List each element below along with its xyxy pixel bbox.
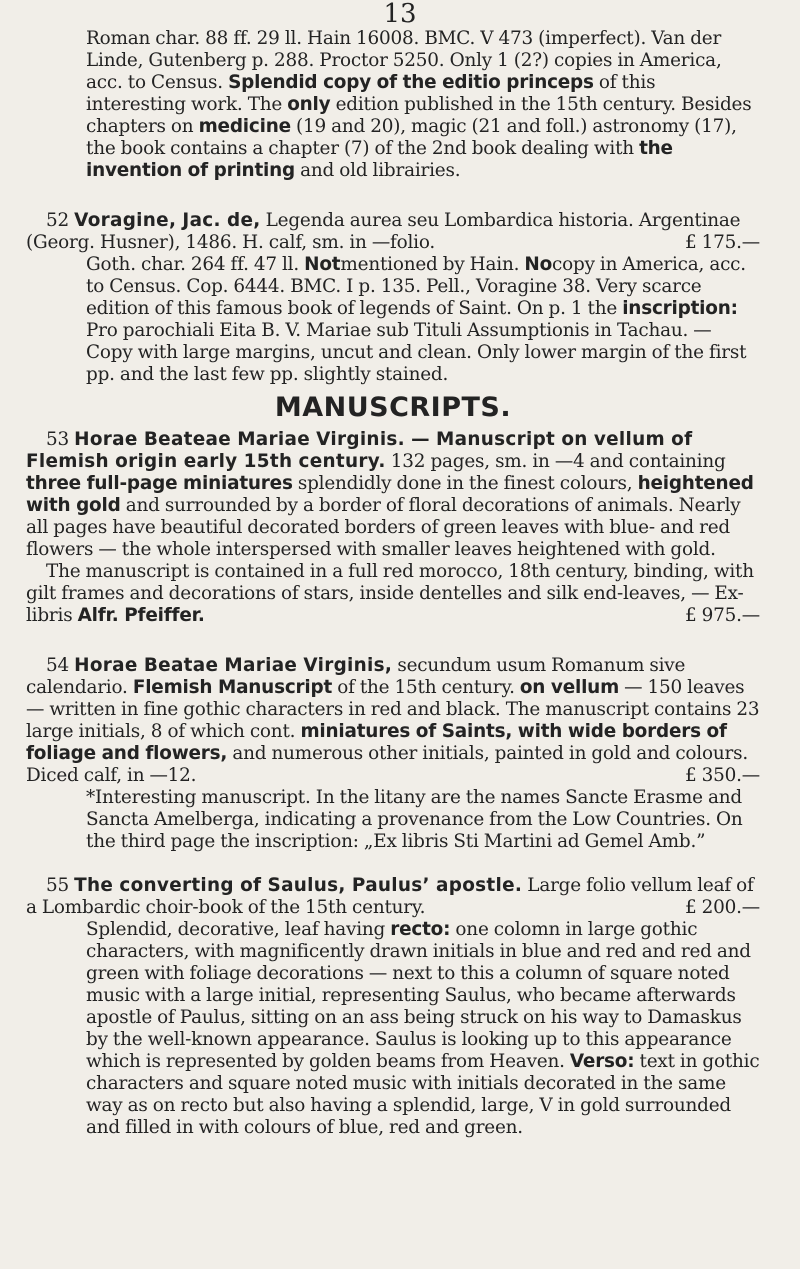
entry-number: 55 <box>46 875 70 896</box>
entry-number: 52 <box>46 210 70 231</box>
entry-52-description: Goth. char. 264 ff. 47 ll. Notmentioned by Hain. Nocopy in America, acc. to Census. Cop. 6444. BMC. I p. 135. Pell., Voragine 38. Very scarce edition of this famous book of legends of Saint. On p. 1 the inscription: Pro parochiali Eita B. V. Mariae sub Tituli Assumptionis in Tachau. — Copy with large margins, uncut and clean. Only lower margin of the first pp. and the last few pp. slightly stained. <box>86 254 747 385</box>
entry-53-binding: The manuscript is contained in a full red morocco, 18th century, binding, with gilt frames and decorations of stars, inside dentelles and silk end-leaves, — Ex-libris Alfr. Pfeiffer. £ 975.— <box>26 561 760 626</box>
entry-52-title: 52 Voragine, Jac. de, Legenda aurea seu Lombardica historia. Argentinae (Georg. Husner), 1486. H. calf, sm. in —folio. £ 175.— <box>26 210 760 253</box>
entry-number: 54 <box>46 655 70 676</box>
entry-price: £ 200.— <box>685 897 760 918</box>
entry-heading: The converting of Saulus, Paulus’ apostle. <box>74 875 523 896</box>
page-number: 13 <box>383 0 417 29</box>
entry-price: £ 350.— <box>685 765 760 786</box>
entry-price: £ 175.— <box>685 232 760 253</box>
entry-53: 53 Horae Beateae Mariae Virginis. — Manuscript on vellum of Flemish origin early 15th century. 132 pages, sm. in —4 and containing three full-page miniatures splendidly done in the finest colours, heightened with gold and surrounded by a border of floral decorations of animals. Nearly all pages have beautiful decorated borders of green leaves with blue- and red flowers — the whole interspersed with smaller leaves heightened with gold. <box>26 429 754 560</box>
entry-number: 53 <box>46 429 70 450</box>
entry-prev-description: Roman char. 88 ff. 29 ll. Hain 16008. BMC. V 473 (imperfect). Van der Linde, Gutenberg p. 288. Proctor 5250. Only 1 (2?) copies in America, acc. to Census. Splendid copy of the editio princeps of this interesting work. The only edition published in the 15th century. Besides chapters on medicine (19 and 20), magic (21 and foll.) astronomy (17), the book contains a chapter (7) of the 2nd book dealing with the invention of printing and old librairies. <box>86 28 752 181</box>
entry-heading: Voragine, Jac. de, <box>74 210 261 231</box>
entry-heading: Horae Beateae Mariae Virginis. — Manuscript on vellum of Flemish origin early 15th century. <box>26 429 693 472</box>
section-title: MANUSCRIPTS. <box>274 392 512 423</box>
entry-54: 54 Horae Beatae Mariae Virginis, secundum usum Romanum sive calendario. Flemish Manuscript of the 15th century. on vellum — 150 leaves — written in fine gothic characters in red and black. The manuscript contains 23 large initials, 8 of which cont. miniatures of Saints, with wide borders of foliage and flowers, and numerous other initials, painted in gold and colours. Diced calf, in —12. £ 350.— <box>26 655 760 786</box>
entry-55-description: Splendid, decorative, leaf having recto: one colomn in large gothic characters, with magnificently drawn initials in blue and red and red and green with foliage decorations — next to this a column of square noted music with a large initial, representing Saulus, who became afterwards apostle of Paulus, sitting on an ass being struck on his way to Damaskus by the well-known appearance. Saulus is looking up to this appearance which is represented by golden beams from Heaven. Verso: text in gothic characters and square noted music with initials decorated in the same way as on recto but also having a splendid, large, V in gold surrounded and filled in with colours of blue, red and green. <box>86 919 760 1138</box>
entry-54-note: *Interesting manuscript. In the litany are the names Sancte Erasme and Sancta Amelberga, indicating a provenance from the Low Countries. On the third page the inscription: „Ex libris Sti Martini ad Gemel Amb.” <box>86 787 743 852</box>
entry-price: £ 975.— <box>685 605 760 626</box>
entry-55-title: 55 The converting of Saulus, Paulus’ apostle. Large folio vellum leaf of a Lombardic choir-book of the 15th century. £ 200.— <box>26 875 760 918</box>
entry-heading: Horae Beatae Mariae Virginis, <box>74 655 393 676</box>
